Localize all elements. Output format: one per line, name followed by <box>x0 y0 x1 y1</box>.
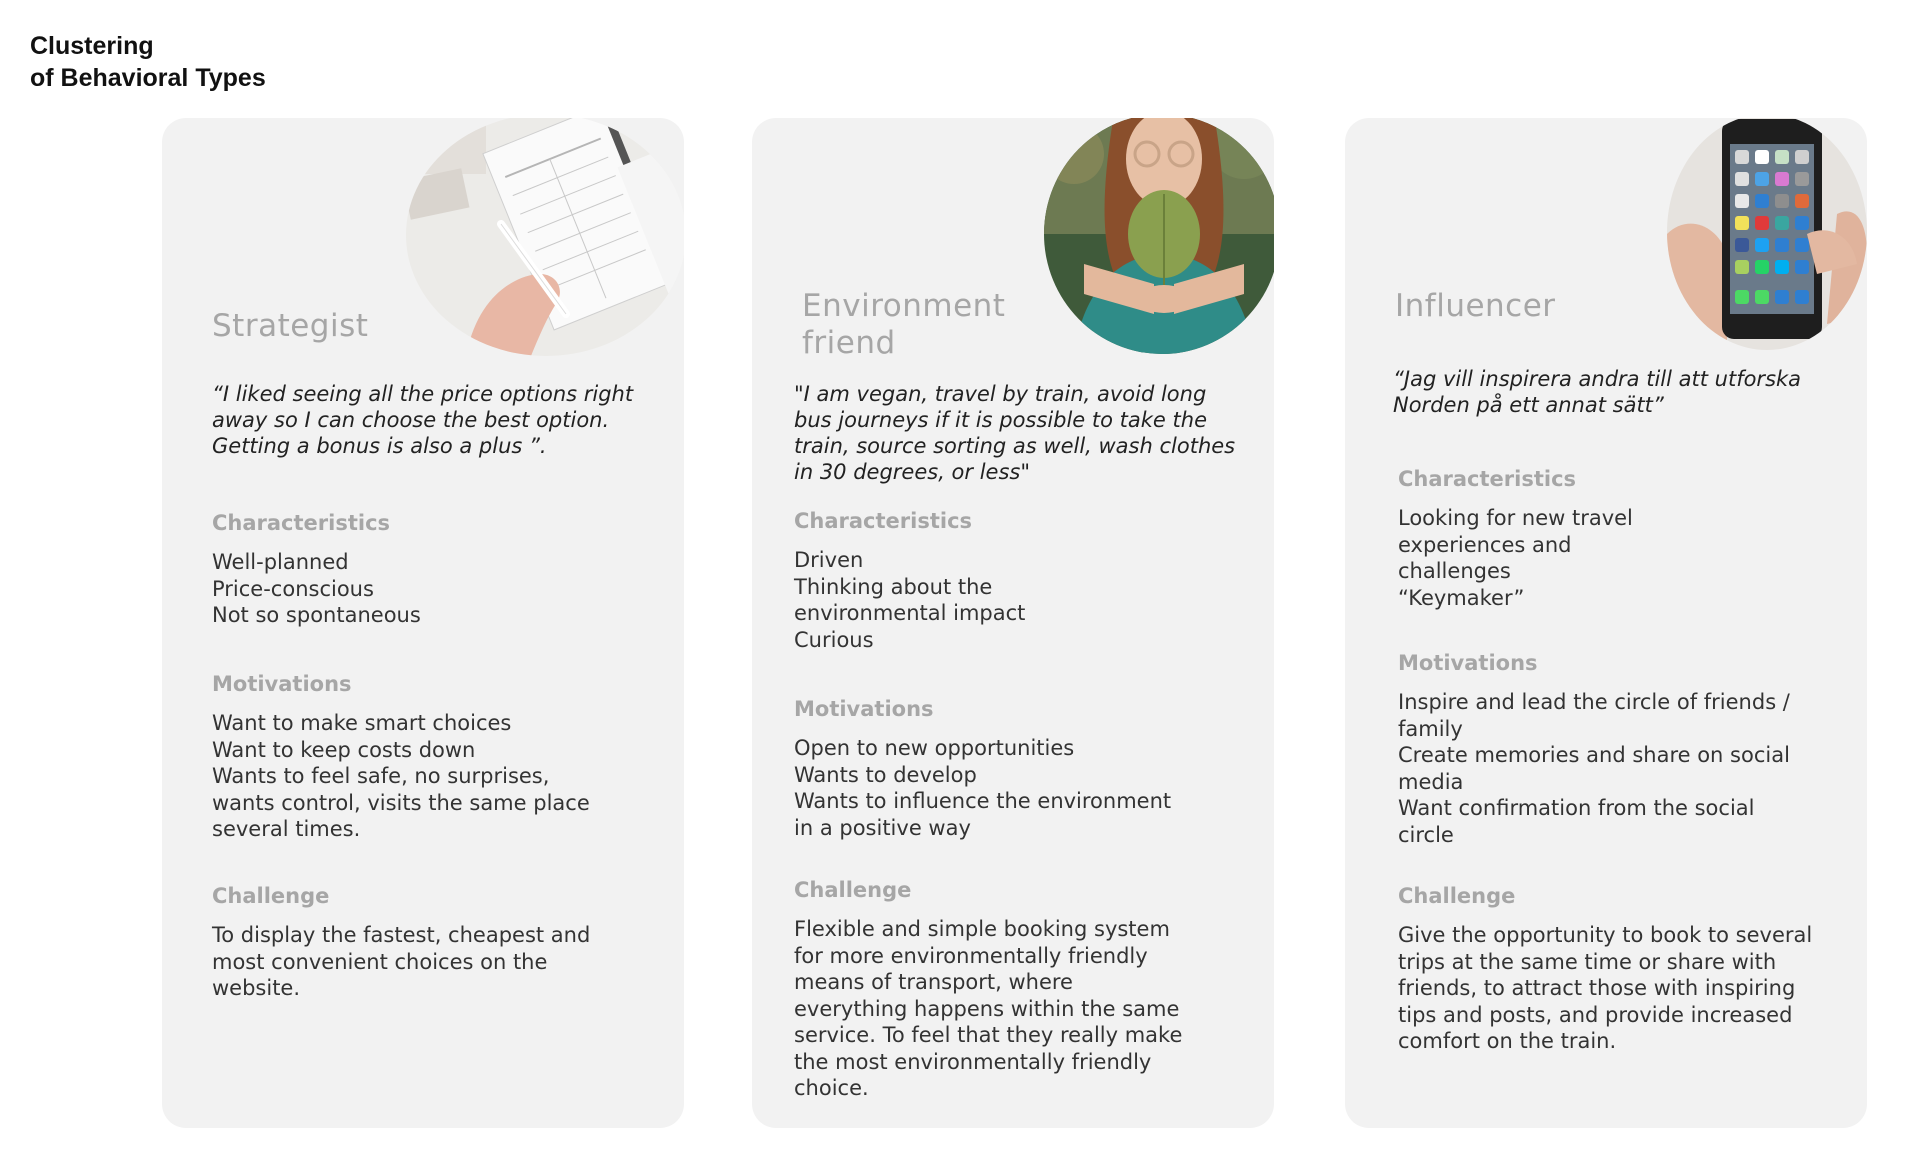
page-title-line-1: Clustering <box>30 32 154 60</box>
persona-quote: “I liked seeing all the price options right away so I can choose the best option. Getting a bonus is also a plus ”. <box>212 382 634 458</box>
card-title: Strategist <box>212 308 369 344</box>
characteristic-item: “Keymaker” <box>1398 585 1525 610</box>
challenge-line: most convenient choices on the <box>212 949 548 974</box>
challenge-line: comfort on the train. <box>1398 1029 1617 1053</box>
card-title: Environment friend <box>802 288 1006 361</box>
motivations-heading: Motivations <box>212 672 352 696</box>
motivations-section <box>794 696 1234 841</box>
challenge-line: tips and posts, and provide increased <box>1398 1002 1793 1027</box>
challenge-line: To display the fastest, cheapest and <box>212 923 591 947</box>
characteristic-item: Well-planned <box>212 550 349 574</box>
challenge-line: Give the opportunity to book to several <box>1398 923 1813 947</box>
characteristics-heading: Characteristics <box>212 511 391 535</box>
motivation-item: media <box>1398 769 1464 794</box>
persona-card-influencer <box>1345 118 1867 1128</box>
page-title <box>30 30 266 94</box>
characteristics-section <box>1398 466 1838 611</box>
motivation-item: Want confirmation from the social <box>1398 796 1755 820</box>
persona-quote: "I am vegan, travel by train, avoid long bus journeys if it is possible to take the train, source sorting as well, wash clothes in 30 degrees, or less" <box>794 382 1236 484</box>
challenge-line: the most environmentally friendly <box>794 1049 1152 1074</box>
challenge-section <box>212 883 652 1002</box>
card-title: Influencer <box>1395 288 1556 324</box>
challenge-heading: Challenge <box>794 878 912 902</box>
motivation-item: Open to new opportunities <box>794 736 1075 760</box>
challenge-line: trips at the same time or share with <box>1398 949 1777 974</box>
characteristics-section <box>212 510 652 629</box>
motivations-heading: Motivations <box>1398 651 1538 675</box>
motivation-item: wants control, visits the same place <box>212 790 590 815</box>
characteristic-item: Driven <box>794 548 864 572</box>
persona-card-strategist <box>162 118 684 1128</box>
challenge-heading: Challenge <box>1398 884 1516 908</box>
characteristic-item: Price-conscious <box>212 576 374 601</box>
motivation-item: Wants to feel safe, no surprises, <box>212 764 550 788</box>
persona-quote: “Jag vill inspirera andra till att utforska Norden på ett annat sätt” <box>1393 367 1802 417</box>
challenge-line: friends, to attract those with inspiring <box>1398 976 1796 1000</box>
characteristic-item: Curious <box>794 627 874 652</box>
motivations-section <box>1398 650 1838 848</box>
challenge-section <box>1398 883 1838 1055</box>
motivation-item: in a positive way <box>794 815 971 840</box>
motivation-item: Want to keep costs down <box>212 737 476 762</box>
characteristics-heading: Characteristics <box>1398 467 1577 491</box>
challenge-line: Flexible and simple booking system <box>794 917 1170 941</box>
challenge-heading: Challenge <box>212 884 330 908</box>
motivations-section <box>212 671 652 843</box>
motivation-item: circle <box>1398 822 1454 847</box>
challenge-line: everything happens within the same <box>794 996 1180 1021</box>
challenge-line: choice. <box>794 1076 869 1100</box>
hand-holding-smartphone-photo-icon <box>1667 118 1867 350</box>
challenge-section <box>794 877 1234 1102</box>
characteristics-section <box>794 508 1234 653</box>
motivation-item: Create memories and share on social <box>1398 743 1790 767</box>
motivation-item: Wants to influence the environment <box>794 789 1172 813</box>
challenge-line: website. <box>212 976 301 1000</box>
characteristic-item: Thinking about the <box>794 574 993 599</box>
characteristics-heading: Characteristics <box>794 509 973 533</box>
characteristic-item: experiences and <box>1398 532 1572 557</box>
persona-card-environment-friend <box>752 118 1274 1128</box>
characteristic-item: Not so spontaneous <box>212 603 421 627</box>
characteristic-item: environmental impact <box>794 601 1026 625</box>
page-title-line-2: of Behavioral Types <box>30 64 266 92</box>
characteristic-item: Looking for new travel <box>1398 506 1633 530</box>
challenge-line: for more environmentally friendly <box>794 943 1148 968</box>
motivation-item: several times. <box>212 817 361 841</box>
motivation-item: Want to make smart choices <box>212 711 512 735</box>
motivation-item: family <box>1398 716 1463 741</box>
challenge-line: means of transport, where <box>794 970 1073 994</box>
motivation-item: Inspire and lead the circle of friends / <box>1398 690 1790 714</box>
challenge-line: service. To feel that they really make <box>794 1023 1183 1047</box>
characteristic-item: challenges <box>1398 559 1511 583</box>
motivation-item: Wants to develop <box>794 762 977 787</box>
motivations-heading: Motivations <box>794 697 934 721</box>
